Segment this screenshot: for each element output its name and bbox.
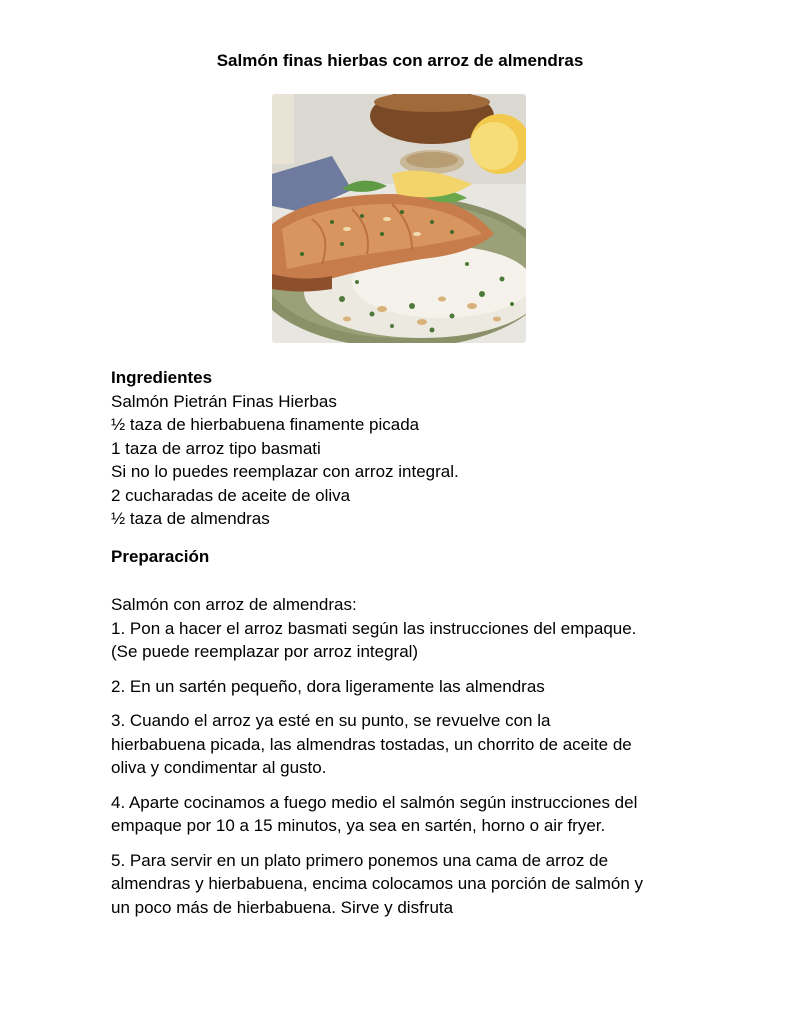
step-text: 3. Cuando el arroz ya esté en su punto, se revuelve con la — [111, 711, 551, 730]
ingredient-item: ½ taza de hierbabuena finamente picada — [111, 415, 420, 434]
step-4 — [111, 791, 711, 838]
step-text: almendras y hierbabuena, encima colocamos una porción de salmón y — [111, 874, 644, 893]
ingredient-item: Salmón Pietrán Finas Hierbas — [111, 391, 337, 411]
recipe-title: Salmón finas hierbas con arroz de almendras — [216, 51, 584, 70]
step-text: un poco más de hierbabuena. Sirve y disfruta — [111, 897, 454, 917]
ingredient-item: 2 cucharadas de aceite de oliva — [111, 485, 351, 505]
step-2 — [111, 675, 711, 699]
preparation-heading: Preparación — [111, 546, 210, 566]
step-3 — [111, 709, 711, 780]
preparation-intro: Salmón con arroz de almendras: — [111, 595, 357, 614]
ingredient-item: 1 taza de arroz tipo basmati — [111, 438, 321, 458]
step-text: oliva y condimentar al gusto. — [111, 758, 327, 777]
ingredients-heading: Ingredientes — [111, 368, 213, 387]
preparation-steps — [111, 593, 711, 919]
step-text: (Se puede reemplazar por arroz integral) — [111, 642, 419, 661]
ingredient-item: Si no lo puedes reemplazar con arroz integral. — [111, 462, 459, 481]
step-text: hierbabuena picada, las almendras tostadas, un chorrito de aceite de — [111, 734, 632, 754]
ingredients-list — [111, 390, 711, 531]
salmon-rice-dish-photo — [272, 94, 526, 343]
step-text: empaque por 10 a 15 minutos, ya sea en sartén, horno o air fryer. — [111, 816, 606, 835]
ingredient-item: ½ taza de almendras — [111, 509, 270, 528]
step-1 — [111, 617, 711, 664]
step-text: 1. Pon a hacer el arroz basmati según las instrucciones del empaque. — [111, 618, 637, 638]
step-5 — [111, 849, 711, 920]
step-text: 2. En un sartén pequeño, dora ligeramente las almendras — [111, 676, 545, 696]
step-text: 5. Para servir en un plato primero ponemos una cama de arroz de — [111, 850, 609, 870]
step-text: 4. Aparte cocinamos a fuego medio el salmón según instrucciones del — [111, 792, 638, 812]
